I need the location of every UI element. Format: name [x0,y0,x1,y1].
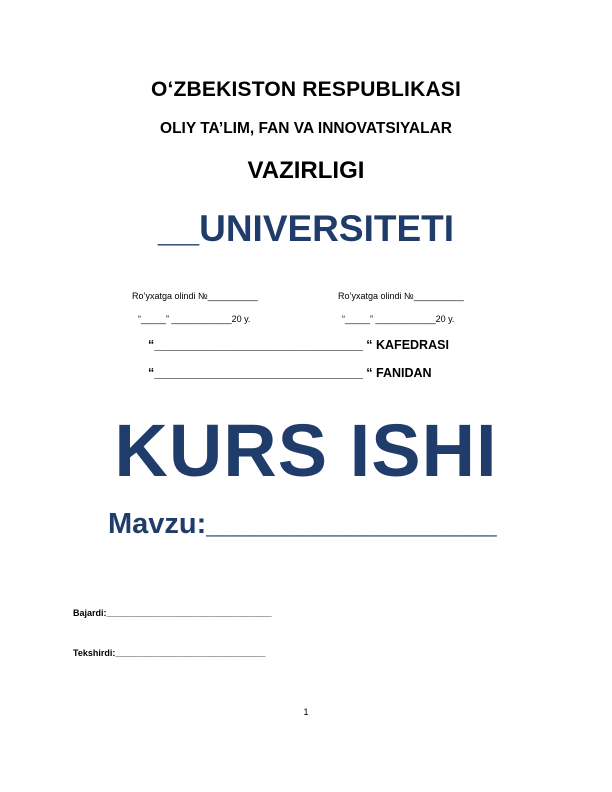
topic-line: Mavzu:__________________ [108,508,497,540]
ministry-line-3: VAZIRLIGI [247,157,365,184]
page-number: 1 [303,707,309,717]
registration-left: Ro’yxatga olindi №__________ [132,291,258,301]
checked-by-line: Tekshirdi:______________________________ [73,648,266,658]
ministry-line-2: OLIY TA’LIM, FAN VA INNOVATSIYALAR [160,120,452,137]
university-title: __UNIVERSITETI [157,208,455,249]
ministry-line-1: O‘ZBEKISTON RESPUBLIKASI [150,78,462,101]
registration-date-right: “_____” ____________20 y. [342,314,455,324]
department-line: “______________________________ “ KAFEDRASI [148,338,449,352]
document-type-title: KURS ISHI [114,409,498,492]
registration-date-left: “_____” ____________20 y. [138,314,251,324]
subject-line: “______________________________ “ FANIDAN [148,366,432,380]
done-by-line: Bajardi:_________________________________ [73,608,272,618]
registration-right: Ro’yxatga olindi №__________ [338,291,464,301]
